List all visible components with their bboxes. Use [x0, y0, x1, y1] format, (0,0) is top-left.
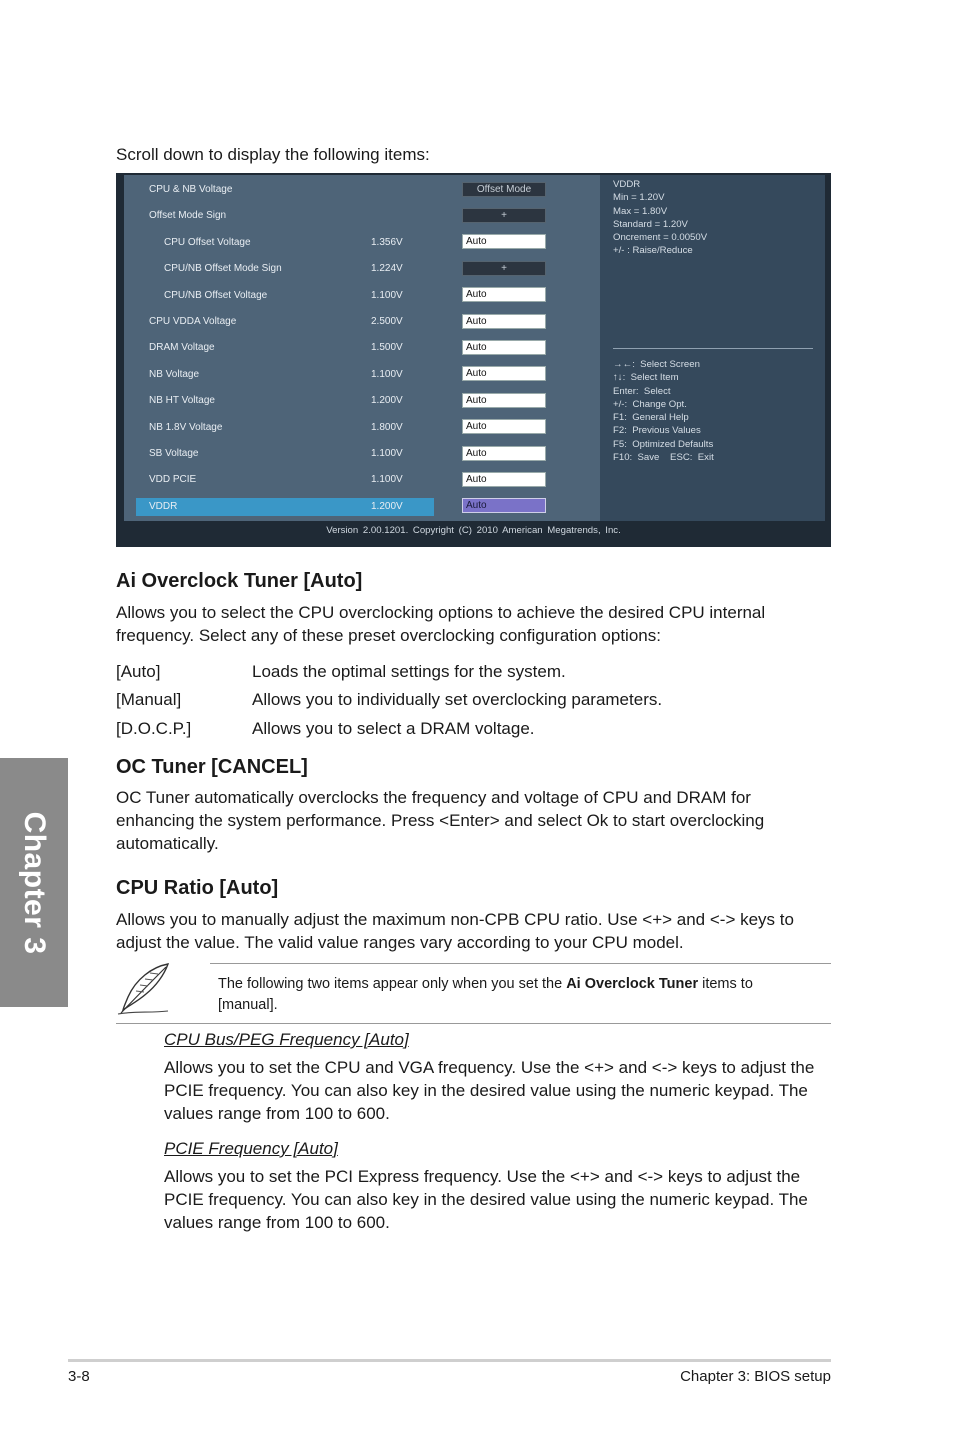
bios-setting-label: Offset Mode Sign	[149, 210, 227, 222]
option-key: [D.O.C.P.]	[116, 719, 192, 738]
bios-setting-field[interactable]: Auto	[462, 419, 546, 434]
bios-setting-label: VDDR	[149, 500, 178, 512]
cpu-ratio-title: CPU Ratio [Auto]	[116, 877, 279, 899]
note-bottom-rule	[116, 1023, 831, 1024]
pcie-freq-title: PCIE Frequency [Auto]	[164, 1139, 338, 1158]
bios-setting-label: SB Voltage	[149, 448, 199, 459]
option-desc: Loads the optimal settings for the system.	[252, 662, 566, 681]
bios-setting-field[interactable]: Auto	[462, 287, 546, 302]
oc-tuner-title: OC Tuner [CANCEL]	[116, 756, 308, 778]
bios-setting-label: CPU & NB Voltage	[149, 184, 233, 195]
bios-setting-label: DRAM Voltage	[149, 342, 215, 354]
bios-setting-value: 1.800V	[371, 421, 403, 433]
footer-rule	[68, 1359, 831, 1362]
oc-tuner-desc: OC Tuner automatically overclocks the frequency and voltage of CPU and DRAM for enhancing the system performance. Press <Enter> and select Ok to start overclocking automatically.	[116, 788, 765, 853]
bios-setting-value: 1.100V	[371, 474, 403, 486]
cpu-bus-freq-desc: Allows you to set the CPU and VGA frequency. Use the <+> and <-> keys to adjust the PCIE frequency. You can also key in the desired value using the numeric keypad. The values range from 100 to 600.	[164, 1058, 815, 1123]
bios-setting-field[interactable]: Auto	[462, 314, 546, 329]
bios-setting-field[interactable]: Auto	[462, 340, 546, 355]
note-bold: Ai Overclock Tuner	[566, 976, 699, 992]
bios-setting-label: NB HT Voltage	[149, 395, 215, 407]
page-number: 3-8	[68, 1368, 90, 1385]
bios-setting-field[interactable]: Auto	[462, 366, 546, 381]
option-key: [Manual]	[116, 690, 182, 709]
bios-setting-value: 1.224V	[371, 263, 403, 275]
note-suffix: items to [manual].	[218, 976, 753, 1013]
bios-setting-row[interactable]	[136, 498, 434, 516]
option-key: [Auto]	[116, 662, 161, 681]
bios-setting-value: 1.200V	[371, 500, 403, 512]
bios-item-help: VDDR Min = 1.20V Max = 1.80V Standard = 1.20V Oncrement = 0.0050V +/- : Raise/Reduce	[613, 179, 708, 257]
cpu-bus-freq-title: CPU Bus/PEG Frequency [Auto]	[164, 1030, 409, 1049]
bios-setting-label: CPU VDDA Voltage	[149, 316, 237, 327]
bios-setting-field[interactable]: Auto	[462, 393, 546, 408]
bios-setting-label: CPU/NB Offset Voltage	[164, 289, 268, 301]
bios-setting-field[interactable]: Auto	[462, 446, 546, 461]
bios-setting-value: 1.200V	[371, 395, 403, 407]
bios-setting-value: 2.500V	[371, 316, 403, 327]
bios-setting-value: 1.100V	[371, 289, 403, 301]
bios-setting-value: 1.500V	[371, 342, 403, 354]
option-desc: Allows you to select a DRAM voltage.	[252, 719, 535, 738]
bios-setting-field[interactable]: Offset Mode	[462, 182, 546, 197]
cpu-ratio-desc: Allows you to manually adjust the maximum non-CPB CPU ratio. Use <+> and <-> keys to adjust the value. The valid value ranges vary according to your CPU model.	[116, 910, 794, 952]
note-prefix: The following two items appear only when you set the	[218, 976, 567, 992]
bios-version-footer: Version 2.00.1201. Copyright (C) 2010 American Megatrends, Inc.	[326, 525, 621, 536]
bios-setting-label: CPU Offset Voltage	[164, 236, 251, 248]
note-top-rule	[210, 963, 831, 964]
ai-overclock-desc: Allows you to select the CPU overclocking options to achieve the desired CPU internal frequency. Select any of these preset overclocking configuration options:	[116, 603, 766, 645]
pcie-freq-desc: Allows you to set the PCI Express frequency. Use the <+> and <-> keys to adjust the PCIE frequency. You can also key in the desired value using the numeric keypad. The values range from 100 to 600.	[164, 1167, 808, 1232]
bios-setting-value: 1.100V	[371, 368, 403, 380]
bios-key-legend: →←: Select Screen ↑↓: Select Item Enter: Select +/-: Change Opt. F1: General Help F2: Previous Values F5: Optimized Defaults F10: Save ESC: Exit	[613, 359, 714, 464]
bios-setting-label: CPU/NB Offset Mode Sign	[164, 263, 282, 275]
bios-setting-field[interactable]: +	[462, 261, 546, 276]
bios-setting-field[interactable]: Auto	[462, 498, 546, 513]
bios-setting-value: 1.100V	[371, 448, 403, 459]
bios-setting-label: NB 1.8V Voltage	[149, 421, 223, 433]
chapter-side-tab	[0, 758, 68, 1007]
ai-overclock-title: Ai Overclock Tuner [Auto]	[116, 570, 363, 592]
bios-setting-label: VDD PCIE	[149, 474, 197, 486]
bios-setting-field[interactable]: Auto	[462, 234, 546, 249]
bios-setting-field[interactable]: Auto	[462, 472, 546, 487]
bios-setting-field[interactable]: +	[462, 208, 546, 223]
bios-help-divider	[613, 348, 813, 349]
bios-screenshot	[116, 173, 831, 547]
footer-chapter-label: Chapter 3: BIOS setup	[680, 1368, 831, 1385]
option-desc: Allows you to individually set overclocking parameters.	[252, 690, 663, 709]
bios-setting-value: 1.356V	[371, 236, 403, 248]
note-feather-icon	[116, 961, 174, 1017]
chapter-side-tab-label: Chapter 3	[18, 811, 51, 954]
bios-setting-label: NB Voltage	[149, 368, 200, 380]
intro-text: Scroll down to display the following items:	[116, 145, 430, 164]
note-text	[218, 974, 798, 1016]
